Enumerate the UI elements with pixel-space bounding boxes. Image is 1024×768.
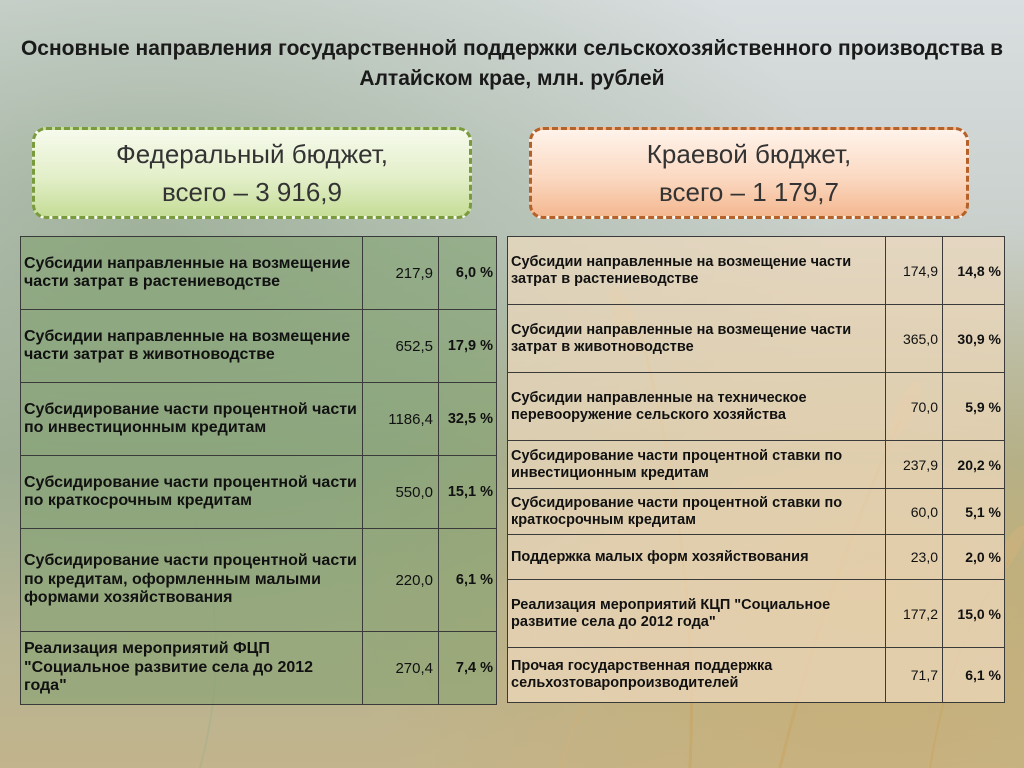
- support-item-percent: 17,9 %: [439, 310, 497, 383]
- support-item-value: 177,2: [886, 580, 943, 648]
- table-row: [508, 535, 1005, 580]
- regional-budget-header: [529, 127, 969, 219]
- support-item-percent: 14,8 %: [943, 237, 1005, 305]
- table-row: [21, 632, 497, 705]
- page-title: Основные направления государственной поддержки сельскохозяйственного производства в Алтайском крае, млн. рублей: [20, 37, 1004, 90]
- support-item-value: 71,7: [886, 648, 943, 703]
- federal-support-table: [20, 236, 497, 705]
- support-item-value: 365,0: [886, 305, 943, 373]
- support-item-name: Субсидии направленные на возмещение части затрат в животноводстве: [508, 305, 886, 373]
- federal-budget-header: [32, 127, 472, 219]
- table-row: [21, 237, 497, 310]
- table-row: [508, 489, 1005, 535]
- support-item-value: 550,0: [363, 456, 439, 529]
- table-row: [21, 456, 497, 529]
- support-item-name: Поддержка малых форм хозяйствования: [508, 535, 886, 580]
- support-item-name: Субсидии направленные на возмещение части затрат в растениеводстве: [508, 237, 886, 305]
- table-row: [508, 648, 1005, 703]
- support-item-name: Субсидии направленные на возмещение части затрат в животноводстве: [21, 310, 363, 383]
- support-item-percent: 6,0 %: [439, 237, 497, 310]
- federal-budget-label: Федеральный бюджет,: [116, 139, 388, 169]
- support-item-value: 270,4: [363, 632, 439, 705]
- support-item-name: Субсидии направленные на техническое перевооружение сельского хозяйства: [508, 373, 886, 441]
- support-item-name: Прочая государственная поддержка сельхозтоваропроизводителей: [508, 648, 886, 703]
- support-item-value: 174,9: [886, 237, 943, 305]
- table-row: [508, 237, 1005, 305]
- table-row: [21, 310, 497, 383]
- support-item-name: Субсидирование части процентной части по кредитам, оформленным малыми формами хозяйствования: [21, 529, 363, 632]
- table-row: [508, 441, 1005, 489]
- regional-support-table: [507, 236, 1005, 703]
- support-item-name: Субсидирование части процентной части по краткосрочным кредитам: [21, 456, 363, 529]
- support-item-value: 220,0: [363, 529, 439, 632]
- support-item-percent: 15,0 %: [943, 580, 1005, 648]
- support-item-percent: 32,5 %: [439, 383, 497, 456]
- table-row: [21, 383, 497, 456]
- support-item-name: Субсидирование части процентной ставки по инвестиционным кредитам: [508, 441, 886, 489]
- support-item-name: Реализация мероприятий ФЦП "Социальное развитие села до 2012 года": [21, 632, 363, 705]
- table-row: [508, 305, 1005, 373]
- support-item-percent: 20,2 %: [943, 441, 1005, 489]
- support-item-percent: 6,1 %: [439, 529, 497, 632]
- support-item-percent: 5,9 %: [943, 373, 1005, 441]
- table-row: [508, 373, 1005, 441]
- support-item-value: 60,0: [886, 489, 943, 535]
- support-item-percent: 7,4 %: [439, 632, 497, 705]
- support-item-name: Субсидирование части процентной части по инвестиционным кредитам: [21, 383, 363, 456]
- support-item-name: Реализация мероприятий КЦП "Социальное развитие села до 2012 года": [508, 580, 886, 648]
- regional-budget-label: Краевой бюджет,: [646, 139, 852, 169]
- support-item-percent: 30,9 %: [943, 305, 1005, 373]
- regional-budget-total: всего – 1 179,7: [658, 177, 839, 207]
- table-row: [21, 529, 497, 632]
- support-item-percent: 15,1 %: [439, 456, 497, 529]
- support-item-value: 1186,4: [363, 383, 439, 456]
- support-item-value: 23,0: [886, 535, 943, 580]
- federal-budget-total: всего – 3 916,9: [161, 177, 342, 207]
- support-item-value: 652,5: [363, 310, 439, 383]
- support-item-name: Субсидии направленные на возмещение части затрат в растениеводстве: [21, 237, 363, 310]
- support-item-percent: 6,1 %: [943, 648, 1005, 703]
- support-item-percent: 2,0 %: [943, 535, 1005, 580]
- support-item-value: 217,9: [363, 237, 439, 310]
- table-row: [508, 580, 1005, 648]
- support-item-value: 237,9: [886, 441, 943, 489]
- support-item-name: Субсидирование части процентной ставки по краткосрочным кредитам: [508, 489, 886, 535]
- support-item-percent: 5,1 %: [943, 489, 1005, 535]
- support-item-value: 70,0: [886, 373, 943, 441]
